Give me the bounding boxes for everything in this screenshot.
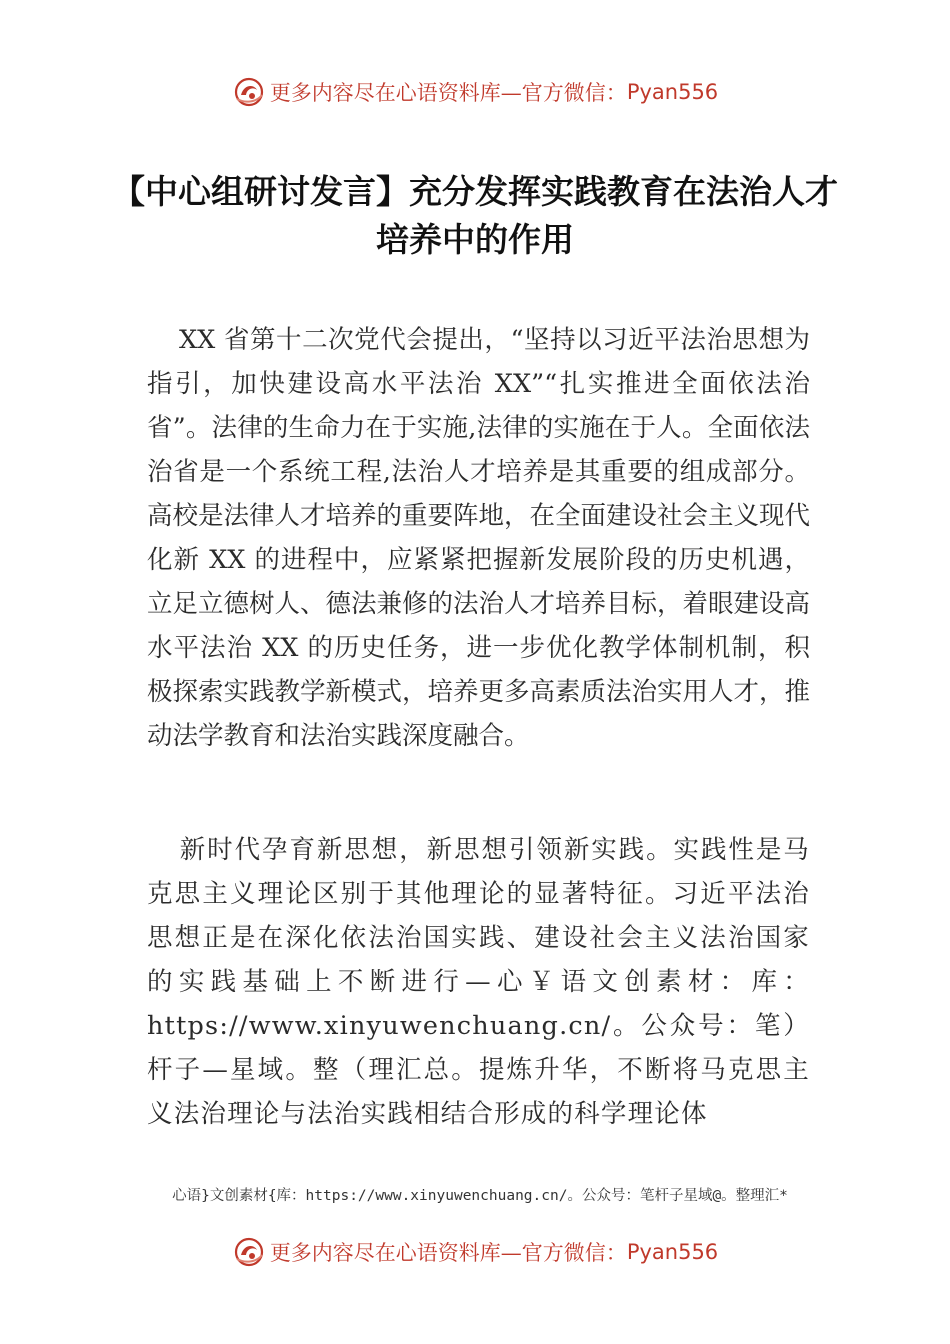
header-banner [0,72,950,112]
footer-banner-weixin-id: Pyan556 [626,1240,719,1264]
paragraph-2-text: 新时代孕育新思想，新思想引领新实践。实践性是马克思主义理论区别于其他理论的显著特征。习近平法治思想正是在深化依法治国实践、建设社会主义法治国家的实践基础上不断进行—心￥语文创素材：库：https://www.xinyuwenchuang.cn/。公众号：笔）杆子—星域。整（理汇总。提炼升华，不断将马克思主义法治理论与法治实践相结合形成的科学理论体 [147,835,810,1129]
footer-note: 心语}文创素材{库：https://www.xinyuwenchuang.cn/。公众号：笔杆子星域@。整理汇* [172,1188,788,1204]
swirl-logo-icon [232,75,266,109]
document-title: 【中心组研讨发言】充分发挥实践教育在法治人才培养中的作用 [112,172,838,259]
footer-banner [0,1232,950,1272]
header-banner-weixin-id: Pyan556 [626,80,719,104]
paragraph-1-text: XX 省第十二次党代会提出，“坚持以习近平法治思想为指引，加快建设高水平法治 XX”“扎实推进全面依法治省”。法律的生命力在于实施,法律的实施在于人。全面依法治省是一个系统工程,法治人才培养是其重要的组成部分。高校是法律人才培养的重要阵地，在全面建设社会主义现代化新 XX 的进程中，应紧紧把握新发展阶段的历史机遇，立足立德树人、德法兼修的法治人才培养目标，着眼建设高水平法治 XX 的历史任务，进一步优化教学体制机制，积极探索实践教学新模式，培养更多高素质法治实用人才，推动法学教育和法治实践深度融合。 [147,325,811,751]
paragraph-2 [147,828,810,1136]
footer-banner-text: 更多内容尽在心语资料库—官方微信： [269,1241,627,1265]
header-banner-text: 更多内容尽在心语资料库—官方微信： [269,81,627,105]
swirl-logo-icon [232,1235,266,1269]
paragraph-1 [147,318,810,758]
